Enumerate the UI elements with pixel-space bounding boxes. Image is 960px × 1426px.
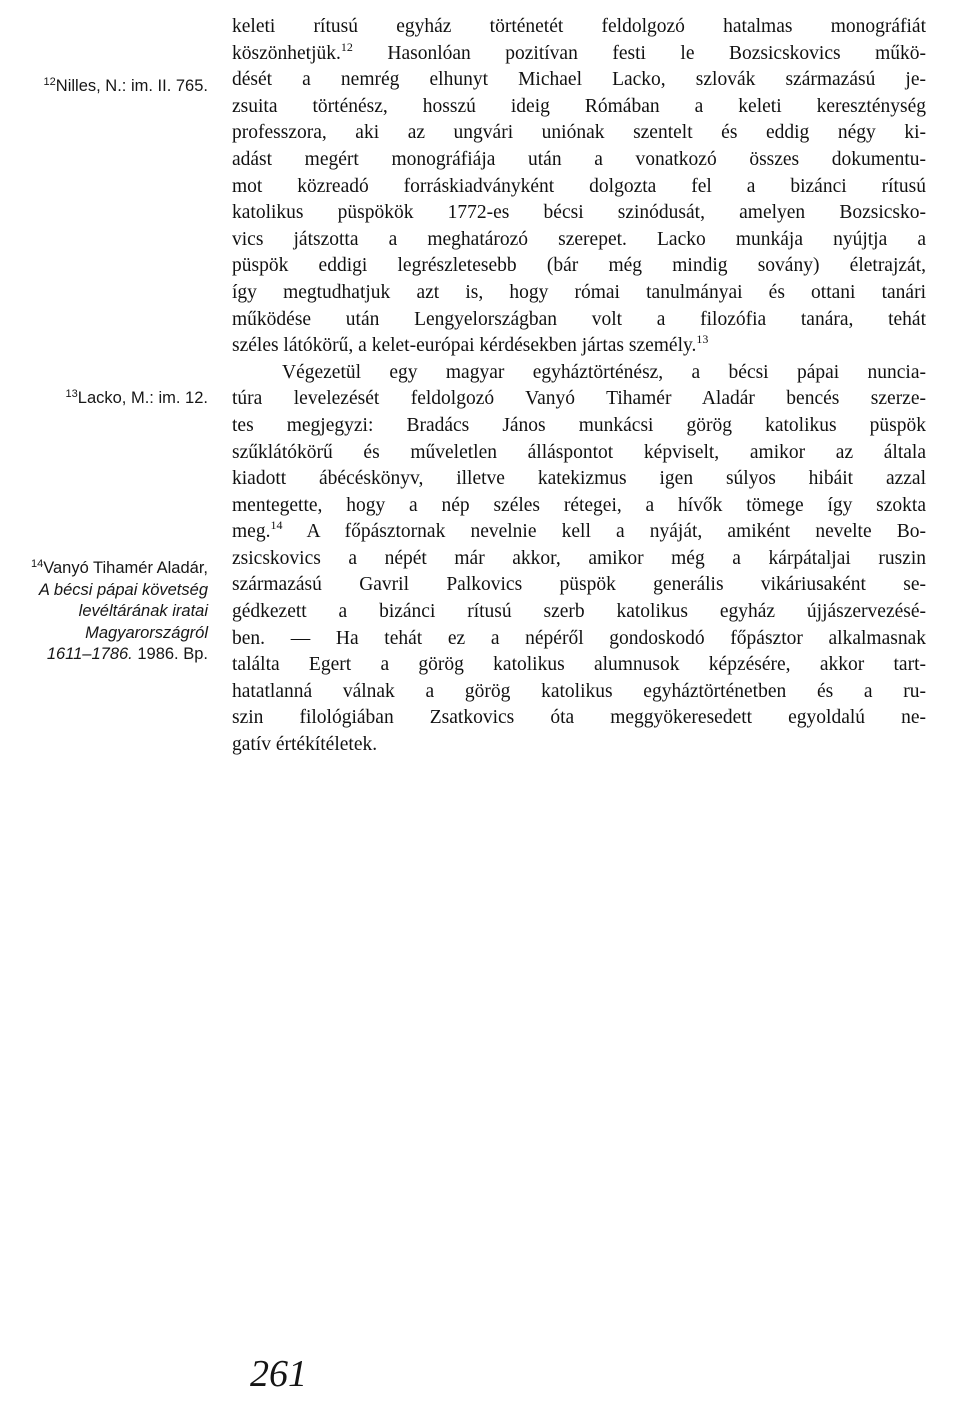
note-tail-text: 1986. Bp. (132, 645, 208, 663)
footnote-ref: 13 (696, 332, 709, 347)
note-line (0, 623, 208, 645)
body-text-run: mot közreadó forráskiadványként dolgozta fel a bizánci rítusú (232, 175, 926, 197)
margin-note-12 (0, 76, 208, 98)
note-text: Nilles, N.: im. II. 765. (55, 77, 208, 95)
note-line (0, 601, 208, 623)
footnote-ref: 14 (270, 518, 283, 533)
body-text-run: meg. (232, 521, 271, 543)
body-text-run: köszönhetjük. (232, 42, 341, 64)
body-line (232, 200, 926, 227)
body-text-run: ben. — Ha tehát ez a népéről gondoskodó főpásztor alkalmasnak (232, 627, 926, 649)
body-text-run: zsicskovics a népét már akkor, amikor még a kárpátaljai ruszin (232, 547, 926, 569)
margin-note-13 (0, 388, 208, 410)
body-line (232, 705, 926, 732)
body-line (232, 599, 926, 626)
body-text-run: hatatlanná válnak a görög katolikus egyháztörténetben és a ru- (232, 680, 926, 702)
body-text-run: A főpásztornak nevelnie kell a nyáját, amiként nevelte Bo- (282, 521, 926, 543)
body-line (232, 253, 926, 280)
note-text: Vanyó Tihamér Aladár, (43, 559, 208, 577)
body-text-run: Végezetül egy magyar egyháztörténész, a bécsi pápai nuncia- (282, 361, 926, 383)
body-line (232, 174, 926, 201)
body-text-run: kiadott ábécéskönyv, illetve katekizmus igen súlyos hibáit azzal (232, 468, 926, 490)
body-text-run: működése után Lengyelországban volt a filozófia tanára, tehát (232, 308, 926, 330)
body-text-run: származású Gavril Palkovics püspök generális vikáriusaként se- (232, 574, 926, 596)
note-italic-text: levéltárának iratai (78, 602, 208, 620)
body-line (232, 333, 926, 360)
body-line (232, 360, 926, 387)
body-line (232, 147, 926, 174)
body-line (232, 572, 926, 599)
body-text-run: püspök eddigi legrészletesebb (bár még mindig sovány) életrajzát, (232, 255, 926, 277)
body-line (232, 227, 926, 254)
body-line (232, 546, 926, 573)
note-line (0, 644, 208, 666)
body-text-run: keleti rítusú egyház történetét feldolgozó hatalmas monográfiát (232, 16, 926, 37)
body-line (232, 386, 926, 413)
note-marker: 13 (65, 388, 78, 400)
body-line (232, 679, 926, 706)
body-line (232, 652, 926, 679)
body-line (232, 14, 926, 41)
body-text-run: így megtudhatjuk azt is, hogy római tanulmányai és ottani tanári (232, 281, 926, 303)
body-line (232, 41, 926, 68)
body-text-run: széles látókörű, a kelet-európai kérdésekben jártas személy. (232, 335, 697, 357)
note-first-line (0, 388, 208, 410)
note-line (0, 580, 208, 602)
body-text-run: katolikus püspökök 1772-es bécsi szinódusát, amelyen Bozsicsko- (232, 202, 926, 224)
body-line (232, 440, 926, 467)
footnote-ref: 12 (340, 39, 353, 54)
body-line (232, 626, 926, 653)
body-text-run: gatív értékítéletek. (232, 734, 378, 756)
note-marker: 14 (30, 558, 44, 570)
body-line (232, 413, 926, 440)
body-line (232, 120, 926, 147)
body-text-run: dését a nemrég elhunyt Michael Lacko, szlovák származású je- (232, 69, 926, 91)
note-marker: 12 (43, 76, 56, 88)
body-text-run: gédkezett a bizánci rítusú szerb katolikus egyház újjászervezésé- (232, 601, 926, 623)
body-line (232, 94, 926, 121)
body-line (232, 732, 926, 759)
body-text (232, 14, 926, 759)
body-line (232, 307, 926, 334)
body-text-run: professzora, aki az ungvári uniónak szentelt és eddig négy ki- (232, 122, 926, 144)
body-text-run: vics játszotta a meghatározó szerepet. Lacko munkája nyújtja a (232, 228, 926, 250)
note-italic-text: 1611–1786. (46, 645, 133, 663)
body-line (232, 493, 926, 520)
body-text-run: túra levelezését feldolgozó Vanyó Tihamér Aladár bencés szerze- (232, 388, 926, 410)
note-text: Lacko, M.: im. 12. (77, 389, 208, 407)
body-line (232, 280, 926, 307)
note-first-line (0, 558, 208, 580)
body-text-run: szin filológiában Zsatkovics óta meggyökeresedett egyoldalú ne- (232, 707, 926, 729)
body-text-run: tes megjegyzi: Bradács János munkácsi görög katolikus püspök (232, 414, 926, 436)
body-text-run: zsuita történész, hosszú ideig Rómában a keleti kereszténység (232, 95, 926, 117)
body-text-run: adást megért monográfiája után a vonatkozó összes dokumentu- (232, 148, 926, 170)
note-first-line (0, 76, 208, 98)
body-text-run: találta Egert a görög katolikus alumnusok képzésére, akkor tart- (232, 654, 926, 676)
body-line (232, 519, 926, 546)
body-line (232, 466, 926, 493)
note-italic-text: Magyarországról (85, 623, 208, 642)
page-number: 261 (250, 1353, 307, 1395)
body-line (232, 67, 926, 94)
body-text-run: szűklátókörű és műveletlen álláspontot képviselt, amikor az általa (232, 441, 926, 463)
body-text-run: Hasonlóan pozitívan festi le Bozsicskovics műkö- (352, 42, 926, 64)
body-text-run: mentegette, hogy a nép széles rétegei, a hívők tömege így szokta (232, 494, 926, 516)
margin-note-14 (0, 558, 208, 666)
note-italic-text: A bécsi pápai követség (38, 580, 208, 599)
